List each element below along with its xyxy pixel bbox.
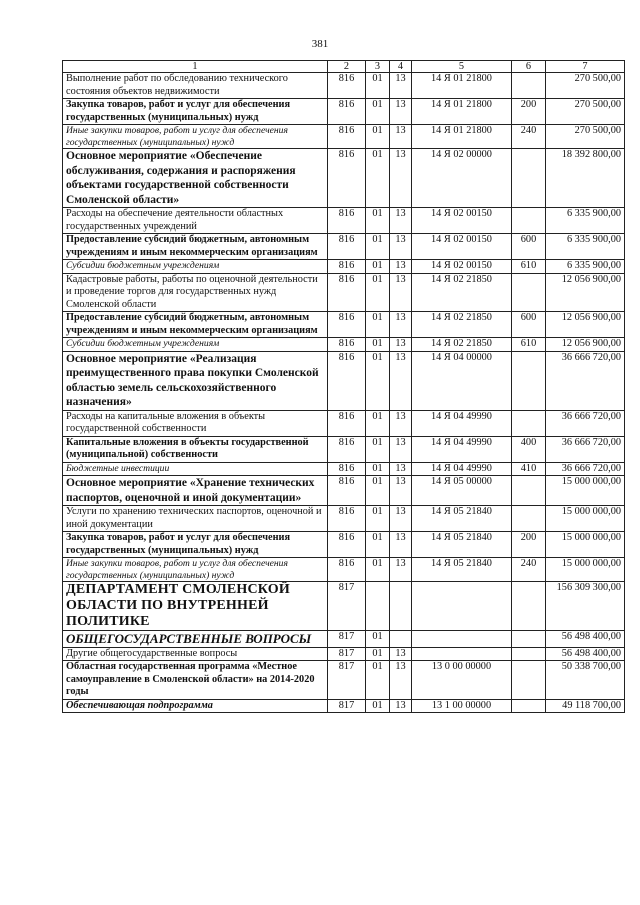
row-vr-cell: 200 — [512, 532, 546, 558]
row-pr-cell: 13 — [390, 149, 412, 208]
row-ved-cell: 816 — [328, 351, 366, 410]
row-rz-cell: 01 — [366, 234, 390, 260]
row-rz-cell: 01 — [366, 338, 390, 352]
header-col-2: 2 — [328, 61, 366, 73]
row-sum-cell: 15 000 000,00 — [546, 476, 625, 506]
row-vr-cell — [512, 149, 546, 208]
table-row — [63, 234, 625, 260]
row-pr-cell: 13 — [390, 647, 412, 661]
row-name-cell: Основное мероприятие «Обеспечение обслуживания, содержания и распоряжения объектами государственной собственности Смоленской области» — [63, 149, 328, 208]
row-vr-cell: 240 — [512, 558, 546, 582]
row-name-cell: Расходы на капитальные вложения в объекты государственной собственности — [63, 410, 328, 436]
row-ved-cell: 816 — [328, 410, 366, 436]
row-vr-cell: 610 — [512, 260, 546, 274]
row-ved-cell: 816 — [328, 260, 366, 274]
row-rz-cell: 01 — [366, 506, 390, 532]
row-ved-cell: 816 — [328, 149, 366, 208]
row-csr-cell: 14 Я 04 00000 — [412, 351, 512, 410]
row-ved-cell: 816 — [328, 506, 366, 532]
row-pr-cell: 13 — [390, 661, 412, 700]
table-row — [63, 661, 625, 700]
row-vr-cell: 600 — [512, 234, 546, 260]
row-vr-cell — [512, 699, 546, 713]
row-sum-cell: 270 500,00 — [546, 99, 625, 125]
row-sum-cell: 18 392 800,00 — [546, 149, 625, 208]
row-ved-cell: 816 — [328, 462, 366, 476]
row-vr-cell — [512, 506, 546, 532]
row-sum-cell: 50 338 700,00 — [546, 661, 625, 700]
row-csr-cell: 14 Я 02 21850 — [412, 338, 512, 352]
row-csr-cell: 14 Я 01 21800 — [412, 125, 512, 149]
row-sum-cell: 156 309 300,00 — [546, 582, 625, 631]
row-csr-cell: 14 Я 04 49990 — [412, 436, 512, 462]
row-name-cell: Иные закупки товаров, работ и услуг для обеспечения государственных (муниципальных) нужд — [63, 125, 328, 149]
row-vr-cell: 610 — [512, 338, 546, 352]
row-pr-cell: 13 — [390, 73, 412, 99]
row-csr-cell: 14 Я 01 21800 — [412, 99, 512, 125]
row-vr-cell — [512, 273, 546, 312]
row-name-cell: Расходы на обеспечение деятельности областных государственных учреждений — [63, 208, 328, 234]
row-csr-cell — [412, 631, 512, 648]
row-sum-cell: 36 666 720,00 — [546, 436, 625, 462]
row-name-cell: Обеспечивающая подпрограмма — [63, 699, 328, 713]
row-sum-cell: 56 498 400,00 — [546, 647, 625, 661]
row-pr-cell: 13 — [390, 558, 412, 582]
row-name-cell: ДЕПАРТАМЕНТ СМОЛЕНСКОЙ ОБЛАСТИ ПО ВНУТРЕННЕЙ ПОЛИТИКЕ — [63, 582, 328, 631]
row-sum-cell: 270 500,00 — [546, 125, 625, 149]
row-rz-cell: 01 — [366, 532, 390, 558]
row-name-cell: Иные закупки товаров, работ и услуг для обеспечения государственных (муниципальных) нужд — [63, 558, 328, 582]
row-sum-cell: 15 000 000,00 — [546, 532, 625, 558]
row-pr-cell: 13 — [390, 462, 412, 476]
row-csr-cell: 14 Я 02 00150 — [412, 234, 512, 260]
table-row — [63, 699, 625, 713]
row-sum-cell: 12 056 900,00 — [546, 273, 625, 312]
table-row — [63, 149, 625, 208]
row-ved-cell: 817 — [328, 661, 366, 700]
table-row — [63, 260, 625, 274]
row-vr-cell — [512, 351, 546, 410]
row-ved-cell: 816 — [328, 125, 366, 149]
row-csr-cell: 14 Я 02 21850 — [412, 312, 512, 338]
row-rz-cell: 01 — [366, 273, 390, 312]
row-csr-cell: 14 Я 05 00000 — [412, 476, 512, 506]
row-pr-cell — [390, 582, 412, 631]
table-row — [63, 532, 625, 558]
row-pr-cell: 13 — [390, 436, 412, 462]
table-row — [63, 351, 625, 410]
row-pr-cell: 13 — [390, 699, 412, 713]
header-col-5: 5 — [412, 61, 512, 73]
row-sum-cell: 49 118 700,00 — [546, 699, 625, 713]
row-ved-cell: 817 — [328, 582, 366, 631]
table-row — [63, 338, 625, 352]
row-name-cell: Бюджетные инвестиции — [63, 462, 328, 476]
row-name-cell: Основное мероприятие «Хранение технических паспортов, оценочной и иной документации» — [63, 476, 328, 506]
row-ved-cell: 816 — [328, 436, 366, 462]
row-pr-cell: 13 — [390, 99, 412, 125]
row-name-cell: Основное мероприятие «Реализация преимущественного права покупки Смоленской областью земель сельскохозяйственного назначения» — [63, 351, 328, 410]
row-pr-cell — [390, 631, 412, 648]
row-pr-cell: 13 — [390, 338, 412, 352]
row-rz-cell: 01 — [366, 476, 390, 506]
row-csr-cell: 14 Я 04 49990 — [412, 462, 512, 476]
row-csr-cell: 14 Я 04 49990 — [412, 410, 512, 436]
row-pr-cell: 13 — [390, 532, 412, 558]
row-vr-cell — [512, 73, 546, 99]
row-sum-cell: 36 666 720,00 — [546, 351, 625, 410]
row-rz-cell: 01 — [366, 125, 390, 149]
table-row — [63, 410, 625, 436]
row-rz-cell: 01 — [366, 149, 390, 208]
table-row — [63, 476, 625, 506]
row-ved-cell: 816 — [328, 532, 366, 558]
row-vr-cell: 200 — [512, 99, 546, 125]
row-ved-cell: 816 — [328, 73, 366, 99]
row-ved-cell: 816 — [328, 338, 366, 352]
row-pr-cell: 13 — [390, 273, 412, 312]
table-row — [63, 73, 625, 99]
row-csr-cell — [412, 582, 512, 631]
row-rz-cell: 01 — [366, 661, 390, 700]
row-csr-cell: 14 Я 02 00000 — [412, 149, 512, 208]
row-vr-cell — [512, 476, 546, 506]
row-sum-cell: 12 056 900,00 — [546, 338, 625, 352]
row-sum-cell: 6 335 900,00 — [546, 260, 625, 274]
row-rz-cell: 01 — [366, 260, 390, 274]
row-name-cell: Предоставление субсидий бюджетным, автономным учреждениям и иным некоммерческим организациям — [63, 312, 328, 338]
row-ved-cell: 817 — [328, 647, 366, 661]
row-pr-cell: 13 — [390, 260, 412, 274]
row-pr-cell: 13 — [390, 208, 412, 234]
row-sum-cell: 270 500,00 — [546, 73, 625, 99]
row-csr-cell: 14 Я 02 00150 — [412, 208, 512, 234]
row-vr-cell — [512, 410, 546, 436]
row-ved-cell: 816 — [328, 558, 366, 582]
row-name-cell: Областная государственная программа «Местное самоуправление в Смоленской области» на 2014-2020 годы — [63, 661, 328, 700]
row-sum-cell: 36 666 720,00 — [546, 410, 625, 436]
header-col-4: 4 — [390, 61, 412, 73]
row-pr-cell: 13 — [390, 125, 412, 149]
row-rz-cell: 01 — [366, 436, 390, 462]
table-row — [63, 506, 625, 532]
row-pr-cell: 13 — [390, 476, 412, 506]
row-sum-cell: 15 000 000,00 — [546, 558, 625, 582]
row-name-cell: Другие общегосударственные вопросы — [63, 647, 328, 661]
row-name-cell: Капитальные вложения в объекты государственной (муниципальной) собственности — [63, 436, 328, 462]
row-name-cell: Выполнение работ по обследованию технического состояния объектов недвижимости — [63, 73, 328, 99]
table-row — [63, 208, 625, 234]
row-vr-cell: 240 — [512, 125, 546, 149]
row-rz-cell: 01 — [366, 631, 390, 648]
row-sum-cell: 56 498 400,00 — [546, 631, 625, 648]
row-name-cell: Кадастровые работы, работы по оценочной деятельности и проведение торгов для государственных нужд Смоленской области — [63, 273, 328, 312]
budget-table — [62, 60, 625, 713]
row-pr-cell: 13 — [390, 234, 412, 260]
row-name-cell: Услуги по хранению технических паспортов, оценочной и иной документации — [63, 506, 328, 532]
row-csr-cell — [412, 647, 512, 661]
row-ved-cell: 816 — [328, 312, 366, 338]
header-row — [63, 61, 625, 73]
row-vr-cell: 400 — [512, 436, 546, 462]
row-rz-cell: 01 — [366, 699, 390, 713]
row-vr-cell — [512, 631, 546, 648]
row-rz-cell: 01 — [366, 208, 390, 234]
row-vr-cell — [512, 582, 546, 631]
row-sum-cell: 15 000 000,00 — [546, 506, 625, 532]
row-ved-cell: 816 — [328, 273, 366, 312]
row-pr-cell: 13 — [390, 410, 412, 436]
row-name-cell: Субсидии бюджетным учреждениям — [63, 338, 328, 352]
row-ved-cell: 817 — [328, 699, 366, 713]
row-sum-cell: 6 335 900,00 — [546, 234, 625, 260]
row-rz-cell — [366, 582, 390, 631]
table-row — [63, 312, 625, 338]
row-ved-cell: 816 — [328, 234, 366, 260]
row-vr-cell — [512, 208, 546, 234]
page-number: 381 — [311, 38, 329, 50]
row-rz-cell: 01 — [366, 99, 390, 125]
row-rz-cell: 01 — [366, 312, 390, 338]
table-row — [63, 462, 625, 476]
row-sum-cell: 36 666 720,00 — [546, 462, 625, 476]
row-rz-cell: 01 — [366, 558, 390, 582]
row-vr-cell — [512, 661, 546, 700]
header-col-7: 7 — [546, 61, 625, 73]
row-vr-cell — [512, 647, 546, 661]
row-ved-cell: 816 — [328, 476, 366, 506]
table-row — [63, 582, 625, 631]
header-col-1: 1 — [63, 61, 328, 73]
row-name-cell: ОБЩЕГОСУДАРСТВЕННЫЕ ВОПРОСЫ — [63, 631, 328, 648]
row-vr-cell: 600 — [512, 312, 546, 338]
row-rz-cell: 01 — [366, 73, 390, 99]
row-name-cell: Закупка товаров, работ и услуг для обеспечения государственных (муниципальных) нужд — [63, 532, 328, 558]
table-row — [63, 647, 625, 661]
row-rz-cell: 01 — [366, 647, 390, 661]
row-pr-cell: 13 — [390, 312, 412, 338]
table-row — [63, 631, 625, 648]
row-sum-cell: 12 056 900,00 — [546, 312, 625, 338]
header-col-6: 6 — [512, 61, 546, 73]
row-rz-cell: 01 — [366, 351, 390, 410]
row-pr-cell: 13 — [390, 506, 412, 532]
row-rz-cell: 01 — [366, 410, 390, 436]
table-row — [63, 99, 625, 125]
row-ved-cell: 816 — [328, 99, 366, 125]
row-vr-cell: 410 — [512, 462, 546, 476]
row-rz-cell: 01 — [366, 462, 390, 476]
row-csr-cell: 14 Я 05 21840 — [412, 506, 512, 532]
row-csr-cell: 14 Я 01 21800 — [412, 73, 512, 99]
row-csr-cell: 13 0 00 00000 — [412, 661, 512, 700]
row-pr-cell: 13 — [390, 351, 412, 410]
table-row — [63, 273, 625, 312]
table-row — [63, 125, 625, 149]
row-name-cell: Предоставление субсидий бюджетным, автономным учреждениям и иным некоммерческим организациям — [63, 234, 328, 260]
table-row — [63, 558, 625, 582]
row-csr-cell: 14 Я 02 00150 — [412, 260, 512, 274]
table-body — [63, 73, 625, 713]
header-col-3: 3 — [366, 61, 390, 73]
row-sum-cell: 6 335 900,00 — [546, 208, 625, 234]
row-csr-cell: 14 Я 02 21850 — [412, 273, 512, 312]
row-ved-cell: 816 — [328, 208, 366, 234]
row-ved-cell: 817 — [328, 631, 366, 648]
row-csr-cell: 14 Я 05 21840 — [412, 558, 512, 582]
row-csr-cell: 13 1 00 00000 — [412, 699, 512, 713]
row-name-cell: Субсидии бюджетным учреждениям — [63, 260, 328, 274]
row-name-cell: Закупка товаров, работ и услуг для обеспечения государственных (муниципальных) нужд — [63, 99, 328, 125]
table-row — [63, 436, 625, 462]
row-csr-cell: 14 Я 05 21840 — [412, 532, 512, 558]
